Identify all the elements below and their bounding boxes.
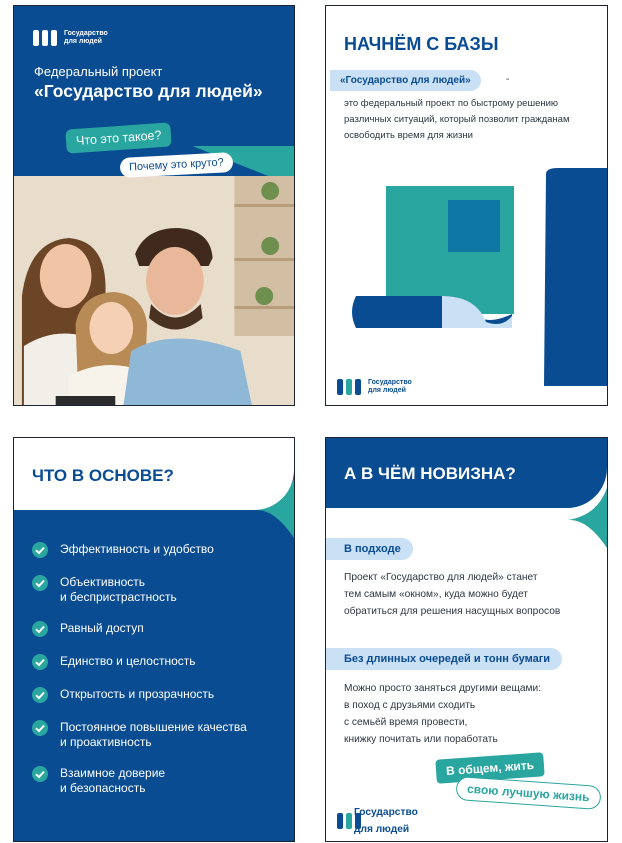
basics-body: это федеральный проект по быстрому решению различных ситуаций, который позволит гражданам освободить время для жизни: [344, 98, 570, 141]
section-queues-title: Без длинных очередей и тонн бумаги: [326, 648, 562, 670]
list-item: [32, 654, 247, 670]
basics-dash: -: [506, 74, 510, 85]
item-line1: Открытость и прозрачность: [60, 687, 215, 701]
logo-line2: для людей: [64, 38, 102, 45]
text-line: тем самым «окном», куда можно будет: [344, 589, 528, 600]
section-approach-text: [344, 569, 560, 620]
text-line: Можно просто заняться другими вещами:: [344, 683, 542, 694]
list-item: [32, 766, 247, 796]
item-line2: и безопасность: [60, 781, 146, 795]
logo-line2: для людей: [368, 387, 406, 394]
logo: [336, 377, 412, 397]
list-item: [32, 542, 247, 558]
item-line1: Эффективность и удобство: [60, 542, 214, 556]
foundations-heading: ЧТО В ОСНОВЕ?: [32, 466, 174, 485]
pill-what: Что это такое?: [65, 122, 172, 153]
card-foundations: [13, 437, 295, 842]
logo: [32, 28, 108, 48]
pill-live: В общем, жить: [435, 752, 544, 783]
intro-subtitle: Федеральный проект: [34, 64, 163, 79]
text-line: обратиться для решения насущных вопросов: [344, 606, 561, 617]
list-item: [32, 687, 247, 703]
logo-icon: [32, 28, 58, 48]
basics-highlight: «Государство для людей»: [330, 70, 481, 91]
section-queues-text: [344, 680, 541, 748]
card-novelty: [325, 437, 608, 842]
text-line: книжку почитать или поработать: [344, 734, 498, 745]
item-line1: Объективность: [60, 575, 145, 589]
logo-line1: Государство: [368, 379, 412, 386]
check-icon: [32, 621, 48, 637]
logo-line2: для людей: [354, 824, 410, 835]
list-item: [32, 575, 247, 605]
novelty-heading: А В ЧЁМ НОВИЗНА?: [344, 464, 516, 483]
logo-line1: Государство: [64, 30, 108, 37]
logo-line1: Государство: [354, 807, 418, 818]
basics-illustration: [326, 156, 608, 386]
logo-icon: [336, 377, 362, 397]
pill-best-life: свою лучшую жизнь: [455, 776, 601, 810]
check-icon: [32, 542, 48, 558]
item-line2: и проактивность: [60, 735, 152, 749]
list-item: [32, 720, 247, 750]
text-line: Проект «Государство для людей» станет: [344, 572, 538, 583]
item-line1: Взаимное доверие: [60, 766, 166, 780]
logo: [336, 807, 418, 835]
section-approach-title: В подходе: [326, 538, 413, 560]
card-intro: [13, 5, 295, 406]
check-icon: [32, 720, 48, 736]
pill-why: Почему это круто?: [120, 152, 234, 178]
check-icon: [32, 654, 48, 670]
item-line1: Постоянное повышение качества: [60, 720, 247, 734]
basics-heading: НАЧНЁМ С БАЗЫ: [344, 34, 499, 54]
item-line2: и беспристрастность: [60, 590, 177, 604]
card-basics: [325, 5, 608, 406]
list-item: [32, 621, 247, 637]
family-photo: [14, 146, 294, 406]
foundations-list: [32, 542, 247, 796]
intro-title: «Государство для людей»: [34, 81, 263, 101]
text-line: в поход с друзьями сходить: [344, 700, 476, 711]
item-line1: Равный доступ: [60, 621, 144, 635]
check-icon: [32, 766, 48, 782]
item-line1: Единство и целостность: [60, 654, 196, 668]
text-line: с семьёй время провести,: [344, 717, 468, 728]
check-icon: [32, 575, 48, 591]
check-icon: [32, 687, 48, 703]
